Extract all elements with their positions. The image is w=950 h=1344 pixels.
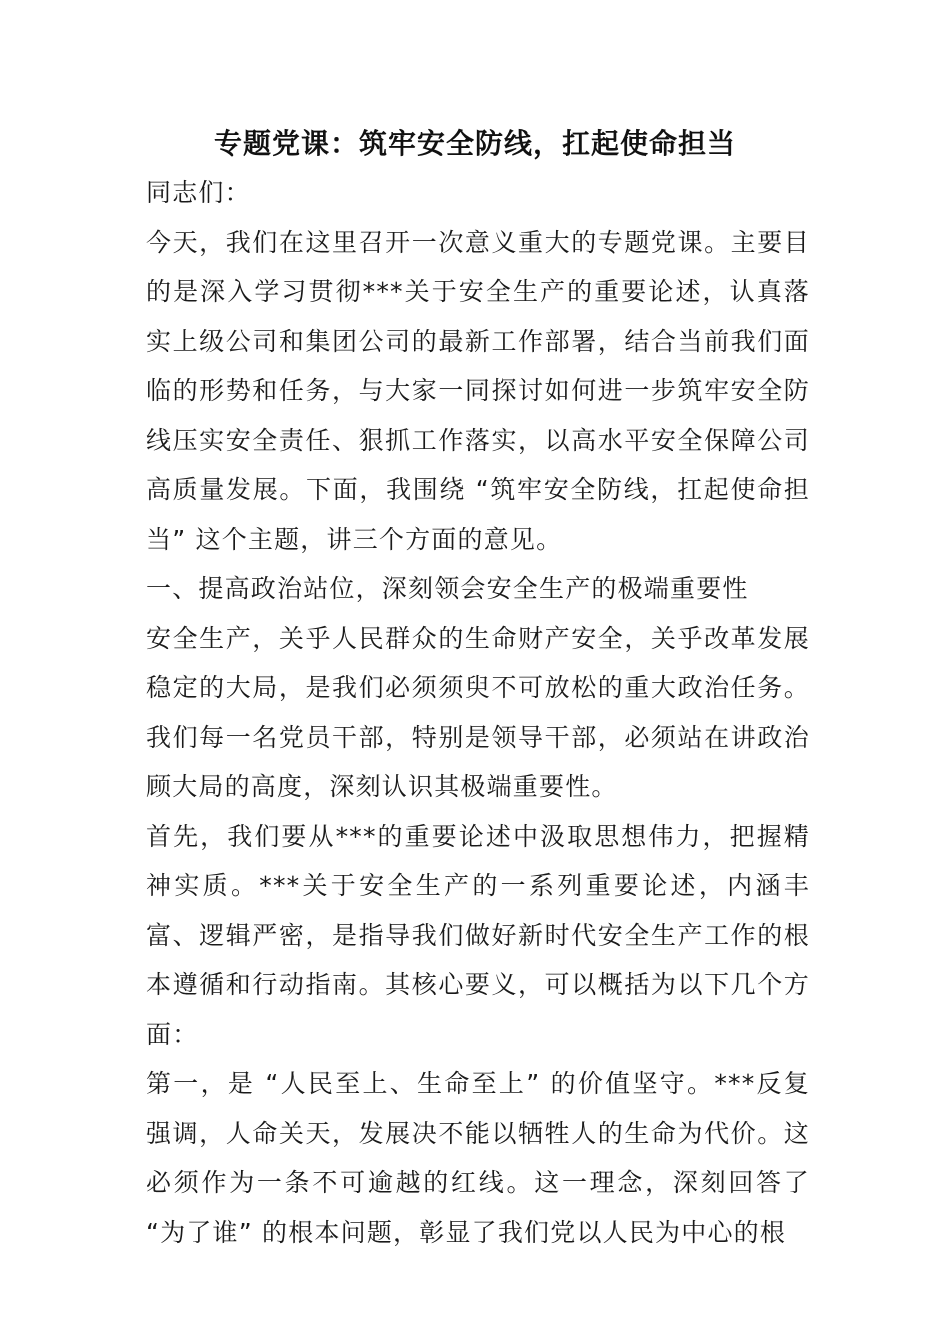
body-paragraph: 第一，是 “人民至上、生命至上” 的价值坚守。***反复强调，人命关天，发展决不能以牺牲人的生命为代价。这必须作为一条不可逾越的红线。这一理念，深刻回答了 “为了谁” 的根本问题，彰显了我们党以人民为中心的根 [146, 1069, 810, 1247]
body-paragraph: 安全生产，关乎人民群众的生命财产安全，关乎改革发展稳定的大局，是我们必须须臾不可放松的重大政治任务。我们每一名党员干部，特别是领导干部，必须站在讲政治顾大局的高度，深刻认识其极端重要性。 [146, 623, 810, 801]
salutation-paragraph: 同志们： [146, 178, 251, 207]
body-paragraph: 首先，我们要从***的重要论述中汲取思想伟力，把握精神实质。***关于安全生产的一系列重要论述，内涵丰富、逻辑严密，是指导我们做好新时代安全生产工作的根本遵循和行动指南。其核心要义，可以概括为以下几个方面： [146, 821, 810, 1049]
document-body [146, 168, 810, 1257]
intro-paragraph: 今天，我们在这里召开一次意义重大的专题党课。主要目的是深入学习贯彻***关于安全生产的重要论述，认真落实上级公司和集团公司的最新工作部署，结合当前我们面临的形势和任务，与大家一同探讨如何进一步筑牢安全防线压实安全责任、狠抓工作落实，以高水平安全保障公司高质量发展。下面，我围绕 “筑牢安全防线，扛起使命担当” 这个主题，讲三个方面的意见。 [146, 227, 810, 554]
section-heading: 一、提高政治站位，深刻领会安全生产的极端重要性 [146, 574, 749, 603]
document-title: 专题党课：筑牢安全防线，扛起使命担当 [213, 127, 736, 160]
